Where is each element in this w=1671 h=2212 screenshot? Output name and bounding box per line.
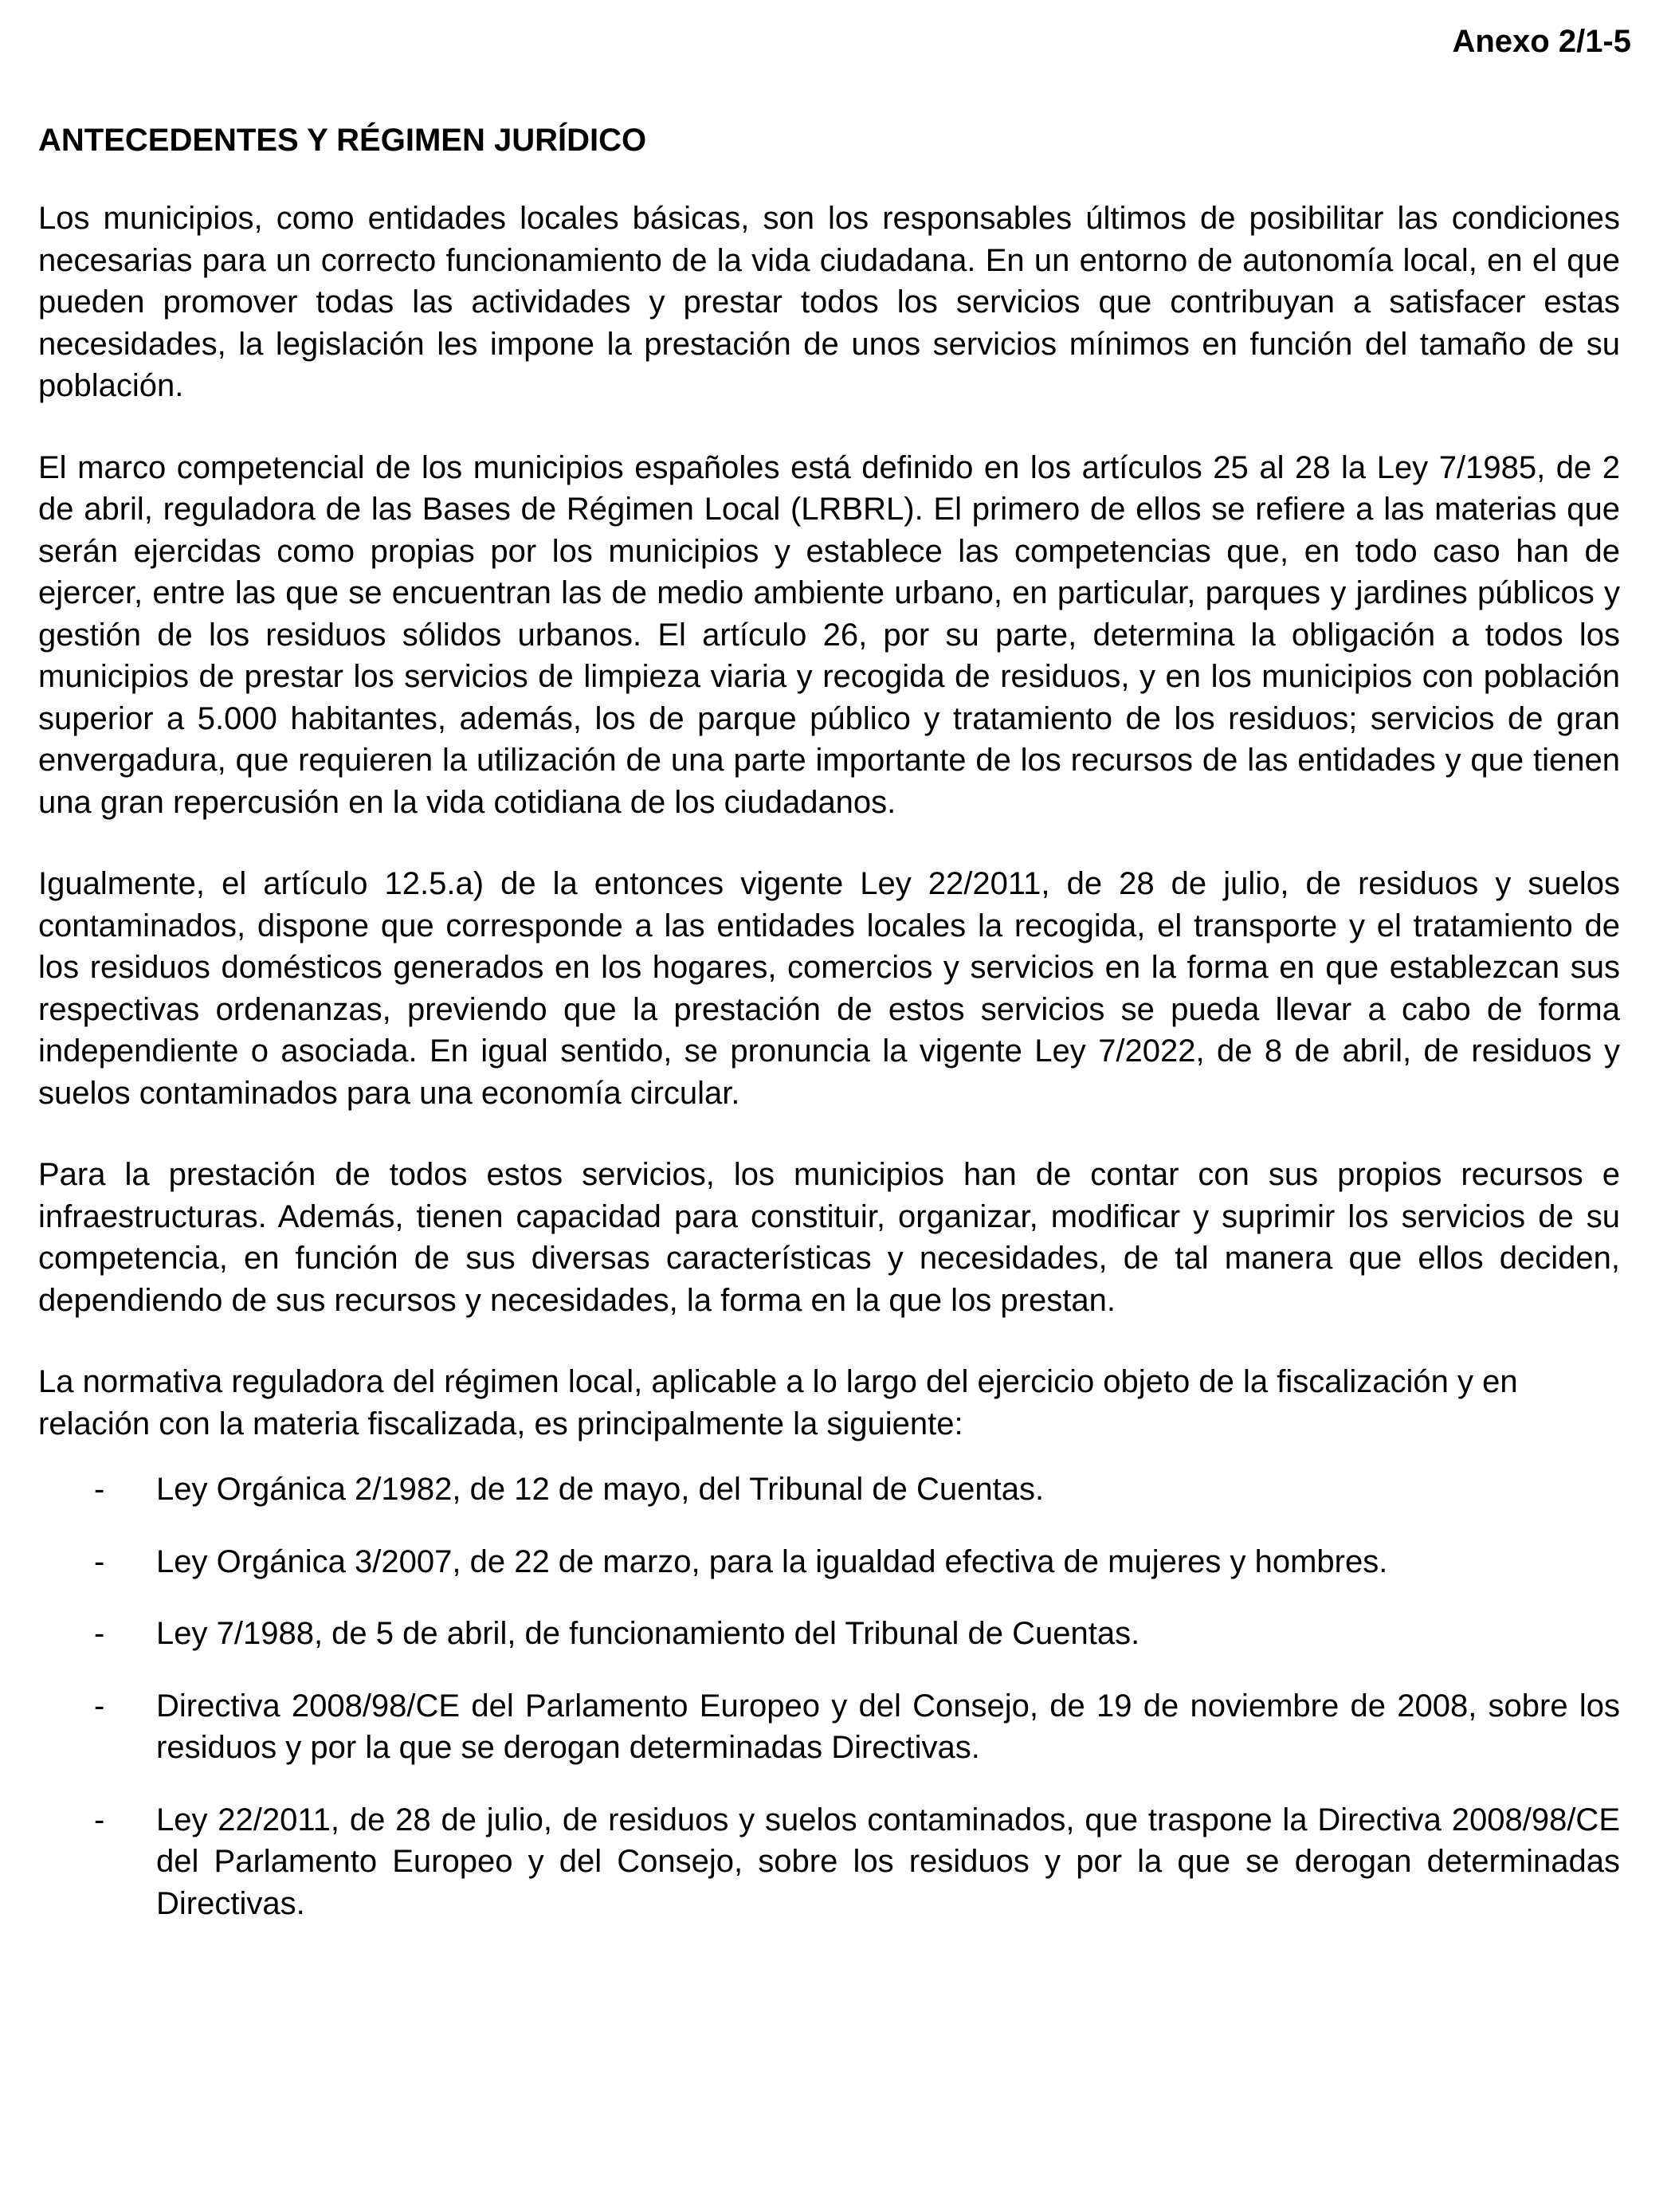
list-item xyxy=(38,1613,1620,1655)
list-item-text: Ley Orgánica 2/1982, de 12 de mayo, del Tribunal de Cuentas. xyxy=(156,1472,1045,1507)
list-dash: - xyxy=(94,1616,105,1651)
paragraph-municipios: Los municipios, como entidades locales básicas, son los responsables últimos de posibilitar las condiciones necesarias para un correcto funcionamiento de la vida ciudadana. En un entorno de autonomía local, en el que pueden promover todas las actividades y prestar todos los servicios que contribuyan a satisfacer estas necesidades, la legislación les impone la prestación de unos servicios mínimos en función del tamaño de su población. xyxy=(38,201,1620,403)
list-item-text: Ley 22/2011, de 28 de julio, de residuos y suelos contaminados, que traspone la Directiva 2008/98/CE del Parlamento Europeo y del Consejo, sobre los residuos y por la que se derogan determinadas Directivas. xyxy=(156,1802,1620,1921)
list-item xyxy=(38,1541,1620,1583)
list-item-text: Directiva 2008/98/CE del Parlamento Europeo y del Consejo, de 19 de noviembre de 2008, sobre los residuos y por la que se derogan determinadas Directivas. xyxy=(156,1688,1620,1765)
regulations-list xyxy=(38,1469,1620,1924)
paragraph-marco-competencial: El marco competencial de los municipios españoles está definido en los artículos 25 al 28 la Ley 7/1985, de 2 de abril, reguladora de las Bases de Régimen Local (LRBRL). El primero de ellos se refiere a las materias que serán ejercidas como propias por los municipios y establece las competencias que, en todo caso han de ejercer, entre las que se encuentran las de medio ambiente urbano, en particular, parques y jardines públicos y gestión de los residuos sólidos urbanos. El artículo 26, por su parte, determina la obligación a todos los municipios de prestar los servicios de limpieza viaria y recogida de residuos, y en los municipios con población superior a 5.000 habitantes, además, los de parque público y tratamiento de los residuos; servicios de gran envergadura, que requieren la utilización de una parte importante de los recursos de las entidades y que tienen una gran repercusión en la vida cotidiana de los ciudadanos. xyxy=(38,449,1620,820)
list-item xyxy=(38,1799,1620,1925)
section-heading: ANTECEDENTES Y RÉGIMEN JURÍDICO xyxy=(38,123,647,158)
paragraph-prestacion-servicios: Para la prestación de todos estos servicios, los municipios han de contar con sus propios recursos e infraestructuras. Además, tienen capacidad para constituir, organizar, modificar y suprimir los servicios de su competencia, en función de sus diversas características y necesidades, de tal manera que ellos deciden, dependiendo de sus recursos y necesidades, la forma en la que los prestan. xyxy=(38,1157,1620,1318)
annex-label: Anexo 2/1-5 xyxy=(1452,24,1631,59)
list-item xyxy=(38,1685,1620,1769)
list-dash: - xyxy=(94,1543,105,1579)
document-body xyxy=(38,120,1620,1955)
list-dash: - xyxy=(94,1472,105,1507)
list-dash: - xyxy=(94,1688,105,1724)
list-item xyxy=(38,1469,1620,1511)
list-item-text: Ley 7/1988, de 5 de abril, de funcionamiento del Tribunal de Cuentas. xyxy=(156,1616,1140,1651)
paragraph-ley-residuos: Igualmente, el artículo 12.5.a) de la entonces vigente Ley 22/2011, de 28 de julio, de residuos y suelos contaminados, dispone que corresponde a las entidades locales la recogida, el transporte y el tratamiento de los residuos domésticos generados en los hogares, comercios y servicios en la forma en que establezcan sus respectivas ordenanzas, previendo que la prestación de estos servicios se pueda llevar a cabo de forma independiente o asociada. En igual sentido, se pronuncia la vigente Ley 7/2022, de 8 de abril, de residuos y suelos contaminados para una economía circular. xyxy=(38,866,1620,1111)
list-item-text: Ley Orgánica 3/2007, de 22 de marzo, para la igualdad efectiva de mujeres y hombres. xyxy=(156,1543,1388,1579)
list-dash: - xyxy=(94,1802,105,1837)
paragraph-normativa-intro: La normativa reguladora del régimen local, aplicable a lo largo del ejercicio objeto de la fiscalización y en relación con la materia fiscalizada, es principalmente la siguiente: xyxy=(38,1364,1518,1441)
